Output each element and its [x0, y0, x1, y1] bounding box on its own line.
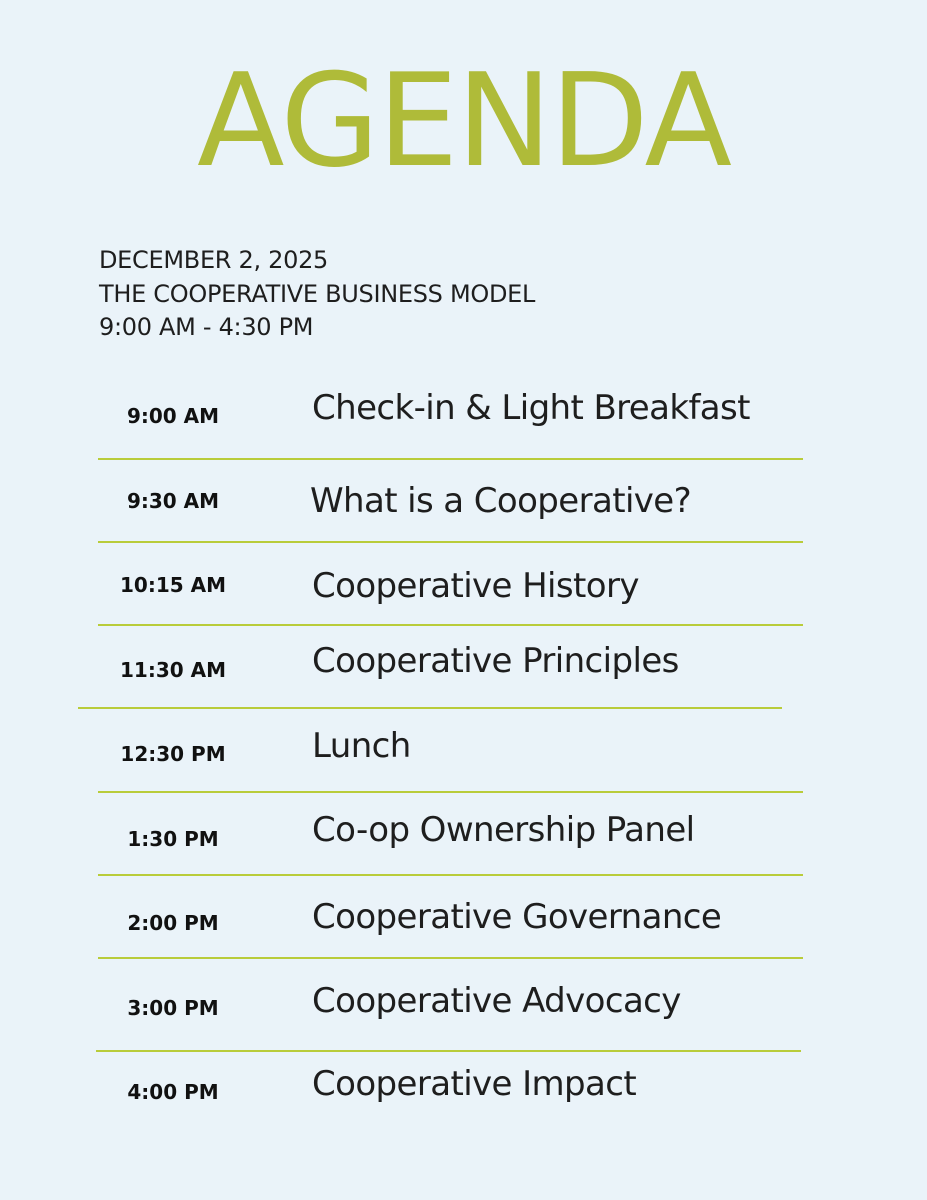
divider: [98, 624, 803, 626]
agenda-time: 2:00 PM: [127, 911, 219, 935]
divider: [98, 957, 803, 959]
agenda-title: Co-op Ownership Panel: [312, 810, 695, 850]
event-hours: 9:00 AM - 4:30 PM: [99, 313, 314, 341]
agenda-title: Check-in & Light Breakfast: [312, 388, 750, 428]
page-title: AGENDA: [197, 47, 730, 196]
divider: [98, 791, 803, 793]
agenda-time: 3:00 PM: [127, 996, 219, 1020]
agenda-title: Cooperative History: [312, 566, 639, 606]
agenda-time: 9:00 AM: [126, 404, 220, 428]
agenda-title: Cooperative Advocacy: [312, 981, 681, 1021]
agenda-title: Cooperative Principles: [312, 641, 679, 681]
divider: [98, 874, 803, 876]
event-name: THE COOPERATIVE BUSINESS MODEL: [99, 279, 536, 308]
agenda-time: 1:30 PM: [127, 827, 219, 851]
event-date: DECEMBER 2, 2025: [99, 246, 329, 274]
agenda-time: 10:15 AM: [119, 573, 226, 597]
agenda-time: 11:30 AM: [119, 658, 226, 682]
agenda-time: 4:00 PM: [127, 1080, 219, 1104]
divider: [96, 1050, 801, 1052]
agenda-title: Cooperative Impact: [312, 1064, 637, 1104]
divider: [78, 707, 782, 709]
agenda-title: What is a Cooperative?: [310, 481, 692, 521]
event-info: [99, 244, 535, 345]
agenda-time: 12:30 PM: [120, 742, 226, 766]
agenda-title: Lunch: [312, 726, 411, 766]
agenda-time: 9:30 AM: [126, 489, 220, 513]
divider: [98, 541, 803, 543]
agenda-title: Cooperative Governance: [312, 897, 722, 937]
divider: [98, 458, 803, 460]
